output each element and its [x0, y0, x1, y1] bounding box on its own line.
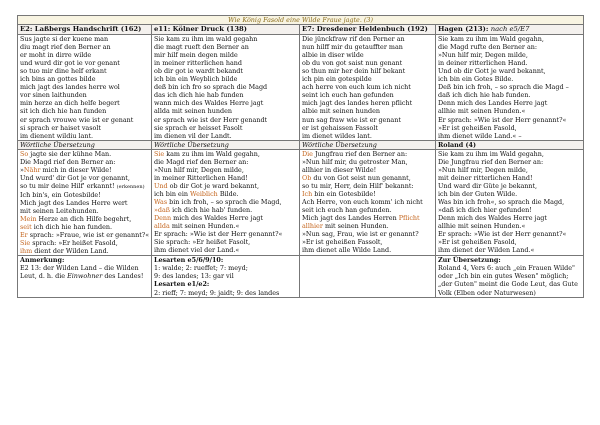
verse-line: si sprach er haiset vasolt: [20, 123, 101, 132]
text-segment: Die Jungfrau rief den Berner an:: [438, 157, 544, 166]
subheader-e2: Wörtliche Übersetzung: [18, 140, 152, 149]
highlighted-word: Pflicht: [398, 214, 420, 223]
text-segment: mit seinen Leitehunden.: [20, 207, 99, 216]
translation-line: [154, 246, 297, 254]
text-segment: sprach: »Er heißet Fasold,: [30, 239, 118, 248]
translation-line: [20, 158, 149, 166]
text-segment: Denn mich des Waldes Herre jagt: [438, 214, 547, 223]
text-segment: ob dir Got je ward bekannt,: [167, 181, 260, 190]
translation-line: [302, 222, 433, 230]
text-segment: die Magd rief den Berner an:: [154, 157, 249, 166]
footer-row: [18, 256, 584, 297]
text-hagen: [436, 35, 584, 141]
verse-line: das ich dich hie hab funden: [154, 91, 244, 100]
text-segment: jagte sie der kühne Man.: [28, 149, 112, 158]
text-segment: ich bin ein: [154, 189, 191, 198]
text-segment: allhier in dieser Wilde!: [302, 165, 377, 174]
translation-roland: [436, 149, 584, 256]
verse-line: Er sprach: »Wie ist der Herr genannt?«: [438, 115, 567, 124]
highlighted-word: Denn: [154, 214, 172, 223]
translation-line: [154, 150, 297, 158]
translation-line: [302, 214, 433, 222]
translation-line: [438, 214, 581, 222]
verse-line: Die jünckfraw rif den Perner an: [302, 35, 405, 44]
text-segment: du von Got seist nun genannt,: [311, 173, 411, 182]
text-segment: ich bin der Guten Wilde.: [438, 189, 518, 198]
verse-line: »Nun hilf mir, Degen milde,: [438, 51, 528, 60]
highlighted-word: Die: [302, 149, 313, 158]
text-segment: Herze an dich Hilfe begehrt,: [36, 215, 132, 224]
subheader-roland: Roland (4): [436, 140, 584, 149]
verse-line: wann mich des Waldes Herre jagt: [154, 99, 264, 108]
highlighted-word: seit: [20, 223, 32, 232]
text-segment: Jungfrau rief den Berner an:: [312, 149, 408, 158]
text-segment: ihm dienet alle Wilde Land.: [302, 246, 392, 255]
text-segment: ihm dienet viel der Land.«: [154, 246, 240, 255]
text-segment: »daß ich dich hier gefunden!: [438, 206, 532, 215]
translation-line: [154, 198, 297, 206]
text-segment: »Nun hilf mir, Degen milde,: [154, 165, 244, 174]
translation-line: [438, 190, 581, 198]
translation-row: [18, 149, 584, 256]
text-segment: ich dich hie hab' funden.: [170, 206, 253, 215]
verse-line: Sus jagte si der kuene man: [20, 35, 109, 44]
text-segment: Die Magd rief den Berner an:: [20, 157, 116, 166]
verse-line: in deiner ritterlichen Hand.: [438, 59, 528, 68]
translation-line: [154, 166, 297, 174]
verse-line: im dienet wildes lant.: [302, 131, 372, 140]
translation-line: [438, 206, 581, 214]
translation-line: [302, 166, 433, 174]
variants-line: 2: rieff; 7: meyd; 9: jaidt; 9: des landes: [154, 288, 280, 297]
translation-line: [20, 191, 149, 199]
translation-line: [438, 158, 581, 166]
text-segment: mich in dieser Wilde!: [40, 165, 112, 174]
highlighted-word: Ob: [302, 173, 312, 182]
verse-line: ich bins an gottes bilde: [20, 75, 96, 84]
text-row: [18, 35, 584, 141]
text-segment: mit seinen Hunden.«: [169, 222, 240, 231]
highlighted-word: Mein: [20, 215, 37, 224]
translation-line: [438, 150, 581, 158]
text-segment: Mich jagt des Landes Herren: [302, 214, 399, 223]
translation-line: [154, 238, 297, 246]
text-segment: »Nun hilf mir, du getroster Man,: [302, 157, 408, 166]
text-segment: ihm dienet der Wilden Land.«: [438, 246, 535, 255]
translation-line: [154, 174, 297, 182]
verse-line: ich bin ein Gotes Bilde.: [438, 75, 514, 84]
header-e2: E2: Laßbergs Handschrift (162): [18, 25, 152, 35]
translation-note-cell: [436, 256, 584, 297]
translation-line: [154, 230, 297, 238]
translation-line: [302, 150, 433, 158]
translation-line: [438, 246, 581, 254]
verse-line: sie sprach er heisset Fasolt: [154, 123, 243, 132]
text-segment: bin ein Gotesbilde!: [312, 189, 376, 198]
translation-line: [154, 190, 297, 198]
text-segment: allhie mit seinen Hunden.«: [438, 222, 526, 231]
highlighted-word: Er: [20, 231, 28, 240]
verse-line: allhie mit seinen Hunden.«: [438, 107, 526, 116]
text-segment: Mich jagt des Landes Herre wert: [20, 198, 128, 207]
verse-line: im dienen vil der Landt.: [154, 131, 232, 140]
verse-line: mir hilf mein degen milde: [154, 51, 238, 60]
translation-note-heading: Zur Übersetzung:: [438, 256, 501, 265]
variants-heading-2: Lesarten e1/e2:: [154, 280, 210, 289]
variants-cell: [152, 256, 300, 297]
verse-line: ob du von got saist nun genant: [302, 59, 403, 68]
subheader-row: [18, 140, 584, 149]
verse-line: mich jagt des landes herre wol: [20, 83, 120, 92]
verse-line: nun hilff mir du getauffter man: [302, 43, 403, 52]
translation-line: [302, 198, 433, 206]
translation-line: [438, 182, 581, 190]
verse-line: min herze an dich helfe begert: [20, 99, 120, 108]
text-e11: [152, 35, 300, 141]
text-segment: »Nun sag, Frau, wie ist er genannt?: [302, 230, 419, 239]
text-segment: sprach: »Fraue, wie ist er genannt?«: [27, 231, 149, 240]
highlighted-word: »daß: [154, 206, 171, 215]
highlighted-word: Nähr: [23, 165, 41, 174]
text-segment: bin ich froh, – so sprach die Magd,: [167, 197, 282, 206]
text-segment: Sie sprach: »Er heißet Fasolt,: [154, 238, 251, 247]
table-title: Wie König Fasold eine Wilde Fraue jagte. (3): [18, 16, 584, 25]
text-segment: in meiner Ritterlichen Hand!: [154, 173, 248, 182]
text-segment: Ach Herre, von euch komm' ich nicht: [302, 197, 423, 206]
verse-line: ihm dienet wilde Land.« –: [438, 131, 522, 140]
subheader-e11: Wörtliche Übersetzung: [152, 140, 300, 149]
verse-line: deß bin ich fro so sprach die Magd: [154, 83, 268, 92]
text-segment: Er sprach: »Wie ist der Herr genannt?«: [438, 230, 567, 239]
highlighted-word: ihm: [20, 247, 33, 256]
text-segment: Was bin ich froh«, so sprach die Magd,: [438, 197, 565, 206]
text-segment: Und wurd' dir Got je vor genannt,: [20, 173, 130, 182]
highlighted-word: allda: [154, 222, 170, 231]
translation-line: [20, 223, 149, 231]
translation-line: [20, 247, 149, 255]
translation-line: [302, 246, 433, 254]
verse-line: ich pin ein gotespilde: [302, 75, 372, 84]
verse-line: im dienent wildiu lant.: [20, 131, 94, 140]
verse-line: die magt rueft den Berner an: [154, 43, 249, 52]
verse-line: daß ich dich hie hab funden.: [438, 91, 531, 100]
translation-line: [302, 158, 433, 166]
translation-e2: [18, 149, 152, 256]
translation-line: [302, 174, 433, 182]
translation-e7: [300, 149, 436, 256]
translation-line: [20, 150, 149, 158]
verse-line: Und ob dir Gott je ward bekannt,: [438, 67, 546, 76]
verse-line: Denn mich des Landes Herre jagt: [438, 99, 548, 108]
variants-line: 9: des landes; 13: gar vil: [154, 272, 234, 281]
verse-line: albie mit seinen hunden: [302, 107, 380, 116]
verse-line: nun sag fraw wie ist er genant: [302, 115, 401, 124]
translation-note-text: Roland 4, Vers 6: auch „ein Frauen Wilde" oder „Ich bin ein gutes Wesen" möglich; „der Guten" meint die Gode Leut, das Gute Volk (Elben oder Naturwesen): [438, 264, 578, 297]
highlighted-word: allhier: [302, 222, 323, 231]
verse-line: ob dir got ie wardt bekandt: [154, 67, 243, 76]
translation-line: [20, 231, 149, 239]
text-segment: Ich bin's, ein Gotesbilde!: [20, 190, 101, 199]
text-e7: [300, 35, 436, 141]
header-hagen: Hagen (213): nach e5/E7: [436, 25, 584, 35]
translation-line: [20, 174, 149, 182]
verse-line: albie in diser wilde: [302, 51, 364, 60]
note-line: Leut, d. h. die Einwohner des Landes!: [20, 272, 144, 281]
verse-line: so thun mir her dein hilf bekant: [302, 67, 406, 76]
text-segment: Sie kam zu ihm im Wald gegahn,: [438, 149, 544, 158]
header-e11: e11: Kölner Druck (138): [152, 25, 300, 35]
text-segment: Und ward dir Güte je bekannt,: [438, 181, 538, 190]
variants-line: 1: walde; 2: rueffet; 7: meyd;: [154, 264, 248, 273]
text-segment: Er sprach: »Wie ist der Herr genannt?«: [154, 230, 283, 239]
text-segment: »Nun hilf mir, Degen milde,: [438, 165, 528, 174]
verse-line: in meiner ritterlichen hand: [154, 59, 242, 68]
text-segment: mit seinen Hunden.: [322, 222, 389, 231]
translation-line: [20, 182, 149, 191]
highlighted-word: So: [20, 149, 29, 158]
verse-line: ach herre von euch kum ich nicht: [302, 83, 411, 92]
note-cell: [18, 256, 152, 297]
text-segment: so tu mir, Herr, dein Hilf' bekannt:: [302, 181, 414, 190]
translation-line: [302, 230, 433, 238]
header-e7: E7: Dresdener Heldenbuch (192): [300, 25, 436, 35]
text-segment: so tu mir deine Hilf' erkannt!: [20, 181, 117, 190]
verse-line: sit ich dich hie han funden: [20, 107, 107, 116]
highlighted-word: Ich: [302, 189, 313, 198]
header-row: [18, 25, 584, 35]
translation-line: [438, 166, 581, 174]
verse-line: seint ich euch han gefunden: [302, 91, 394, 100]
translation-e11: [152, 149, 300, 256]
text-segment: mit deiner ritterlichen Hand!: [438, 173, 533, 182]
translation-line: [438, 238, 581, 246]
verse-line: vor sinen laithunden: [20, 91, 87, 100]
note-heading: Anmerkung:: [20, 256, 65, 265]
translation-line: [302, 238, 433, 246]
text-segment: »Er ist geheißen Fassolt,: [302, 238, 383, 247]
translation-line: [154, 222, 297, 230]
synopsis-table: [17, 15, 584, 298]
translation-line: [20, 166, 149, 174]
translation-line: [154, 214, 297, 222]
verse-line: ich bin ein Weyblich bilde: [154, 75, 238, 84]
translation-line: [438, 222, 581, 230]
highlighted-word: Weiblich: [190, 189, 218, 198]
highlighted-word: Sie: [20, 239, 31, 248]
verse-line: er sprach vrouwe wie ist er genant: [20, 115, 134, 124]
verse-line: »Er ist geheißen Fasold,: [438, 123, 517, 132]
verse-line: Deß bin ich froh, – so sprach die Magd –: [438, 83, 569, 92]
translation-line: [438, 174, 581, 182]
translation-line: [302, 182, 433, 190]
verse-line: allda mit seinen hunden: [154, 107, 233, 116]
translation-line: [438, 198, 581, 206]
text-segment: ich dich hie han funden.: [31, 223, 113, 232]
text-segment: »Er ist geheißen Fasold,: [438, 238, 517, 247]
verse-line: er sprach wie ist der Herr genandt: [154, 115, 268, 124]
text-segment: dient der Wilden Land.: [32, 247, 109, 256]
verse-line: und wurd dir got ie vor genant: [20, 59, 120, 68]
text-e2: [18, 35, 152, 141]
translation-line: [154, 206, 297, 214]
translation-line: [20, 239, 149, 247]
text-segment: »: [20, 165, 24, 174]
highlighted-word: Was: [154, 197, 168, 206]
translation-line: [302, 206, 433, 214]
text-segment: Bilde.: [217, 189, 239, 198]
translation-line: [302, 190, 433, 198]
text-segment: kam zu ihm im Wald gegahn,: [164, 149, 260, 158]
verse-line: diu magt rief den Berner an: [20, 43, 111, 52]
text-segment: mich des Waldes Herre jagt: [171, 214, 263, 223]
variants-heading-1: Lesarten e5/6/9/10:: [154, 256, 224, 265]
highlighted-word: Sie: [154, 149, 165, 158]
verse-line: er ist gehaissen Fassolt: [302, 123, 378, 132]
verse-line: so tuo mir dine helf erkant: [20, 67, 107, 76]
subheader-e7: Wörtliche Übersetzung: [300, 140, 436, 149]
verse-line: er moht in dirre wilde: [20, 51, 92, 60]
translation-line: [20, 215, 149, 223]
empty-cell: [300, 256, 436, 297]
verse-line: Sie kam zu ihm im wald gegahn: [154, 35, 258, 44]
translation-line: [20, 199, 149, 207]
verse-line: mich jagt des landes heren pflicht: [302, 99, 413, 108]
note-line: E2 13: der Wilden Land – die Wilden: [20, 264, 139, 273]
translation-line: [154, 158, 297, 166]
verse-line: Sie kam zu ihm im Wald gegahn,: [438, 35, 544, 44]
translation-line: [438, 230, 581, 238]
highlighted-word: Und: [154, 181, 168, 190]
text-segment: seit ich euch han gefunden.: [302, 206, 392, 215]
translation-line: [20, 207, 149, 215]
verse-line: die Magd rufte den Berner an:: [438, 43, 538, 52]
translation-line: [154, 182, 297, 190]
gloss: (erkennen): [116, 183, 145, 190]
